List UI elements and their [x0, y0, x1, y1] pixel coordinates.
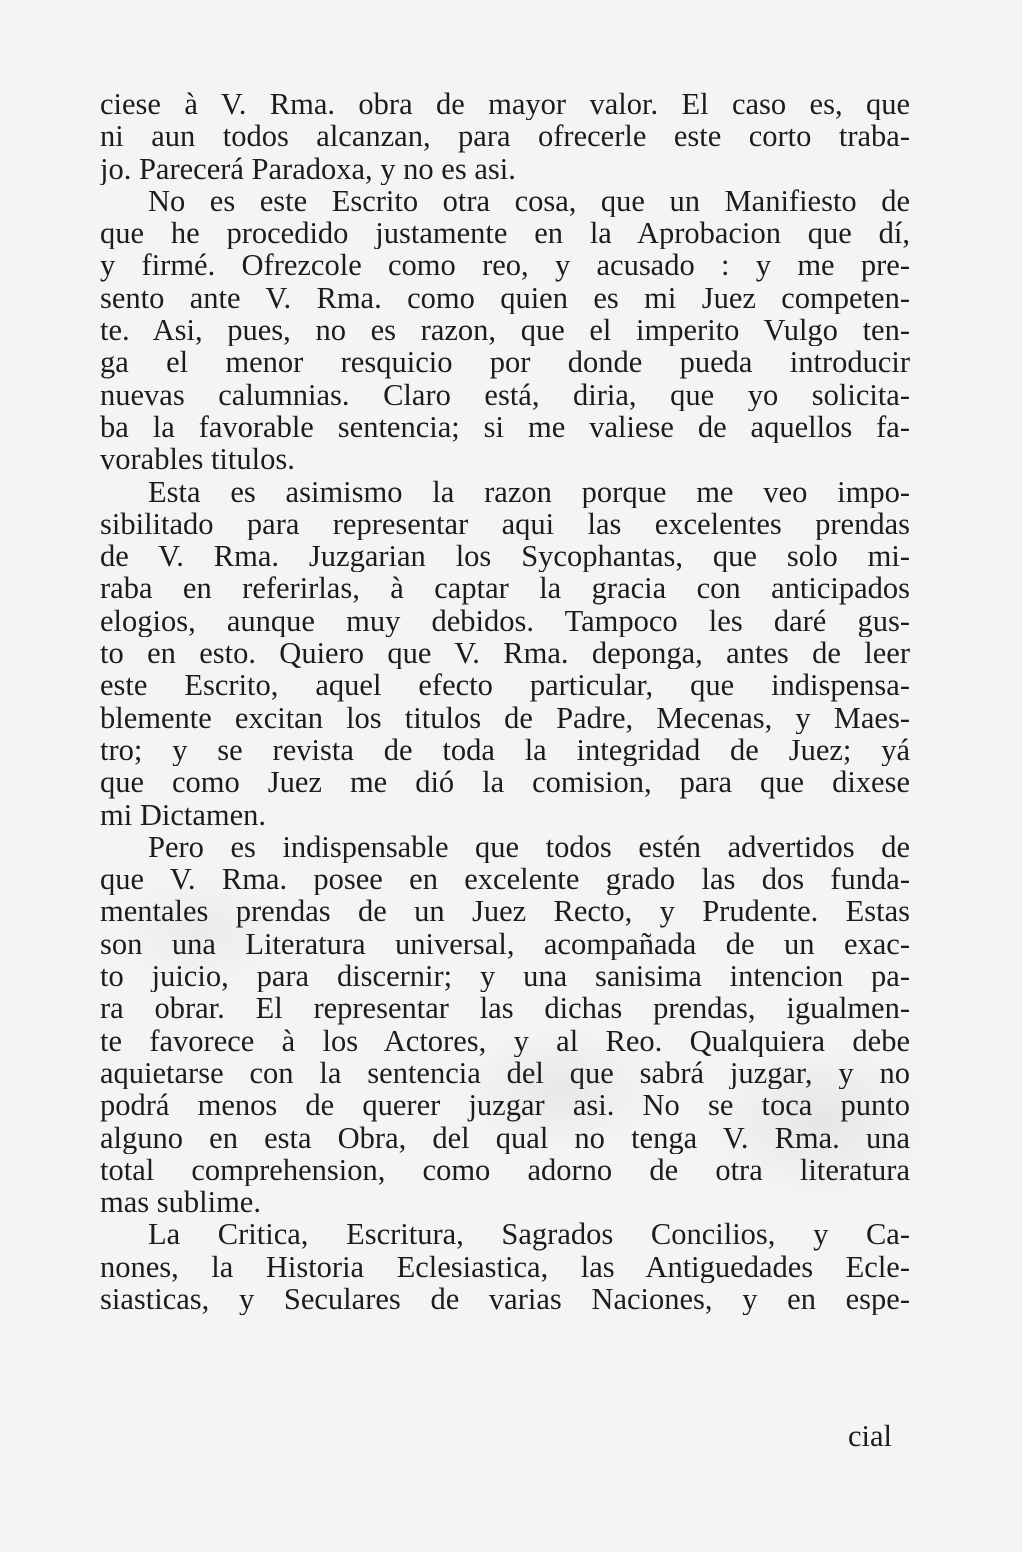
- text-line: to juicio, para discernir; y una sanisima intencion pa-: [100, 960, 910, 993]
- text-line: alguno en esta Obra, del qual no tenga V. Rma. una: [100, 1121, 910, 1154]
- text-line: sibilitado para representar aqui las excelentes prendas: [100, 507, 910, 541]
- text-line: de V. Rma. Juzgarian los Sycophantas, que solo mi-: [100, 540, 910, 573]
- text-line: La Critica, Escritura, Sagrados Concilios, y Ca-: [148, 1218, 910, 1251]
- text-line: mentales prendas de un Juez Recto, y Prudente. Estas: [100, 895, 910, 928]
- text-line: que como Juez me dió la comision, para que dixese: [100, 766, 910, 799]
- text-line: tro; y se revista de toda la integridad de Juez; yá: [100, 733, 910, 767]
- text-line: este Escrito, aquel efecto particular, que indispensa-: [100, 669, 910, 702]
- text-line: Esta es asimismo la razon porque me veo impo-: [148, 475, 910, 508]
- text-line: jo. Parecerá Paradoxa, y no es asi.: [100, 152, 516, 185]
- text-line: siasticas, y Seculares de varias Naciones, y en espe-: [100, 1282, 910, 1316]
- text-line: No es este Escrito otra cosa, que un Manifiesto de: [148, 184, 910, 218]
- text-line: podrá menos de querer juzgar asi. No se toca punto: [100, 1089, 910, 1122]
- text-line: son una Literatura universal, acompañada de un exac-: [100, 927, 910, 961]
- text-line: vorables titulos.: [100, 443, 295, 476]
- text-line: raba en referirlas, à captar la gracia con anticipados: [100, 572, 910, 605]
- text-line: sento ante V. Rma. como quien es mi Juez competen-: [100, 281, 910, 315]
- text-line: ba la favorable sentencia; si me valiese de aquellos fa-: [100, 410, 910, 444]
- text-line: to en esto. Quiero que V. Rma. deponga, antes de leer: [100, 637, 910, 670]
- text-line: blemente excitan los titulos de Padre, Mecenas, y Maes-: [100, 701, 910, 734]
- text-line: nuevas calumnias. Claro está, diria, que yo solicita-: [100, 378, 910, 411]
- text-line: te favorece à los Actores, y al Reo. Qualquiera debe: [100, 1024, 910, 1057]
- text-line: ra obrar. El representar las dichas prendas, igualmen-: [100, 992, 910, 1025]
- paragraph-3: [100, 476, 910, 831]
- text-line: Pero es indispensable que todos estén advertidos de: [148, 830, 910, 864]
- paragraph-5: [100, 1218, 910, 1315]
- text-line: aquietarse con la sentencia del que sabrá juzgar, y no: [100, 1056, 910, 1090]
- text-line: ciese à V. Rma. obra de mayor valor. El caso es, que: [100, 88, 910, 121]
- paragraph-2: [100, 185, 910, 476]
- text-line: mi Dictamen.: [100, 798, 267, 831]
- text-line: mas sublime.: [100, 1186, 261, 1219]
- text-line: y firmé. Ofrezcole como reo, y acusado : y me pre-: [100, 249, 910, 282]
- paragraph-1: [100, 88, 910, 185]
- text-line: que he procedido justamente en la Aprobacion que dí,: [100, 217, 910, 250]
- text-line: ni aun todos alcanzan, para ofrecerle este corto traba-: [100, 120, 910, 153]
- text-line: total comprehension, como adorno de otra literatura: [100, 1153, 910, 1187]
- text-line: te. Asi, pues, no es razon, que el imperito Vulgo ten-: [100, 314, 910, 347]
- body-text: [100, 88, 910, 1315]
- text-line: ga el menor resquicio por donde pueda introducir: [100, 346, 910, 379]
- text-line: nones, la Historia Eclesiastica, las Antiguedades Ecle-: [100, 1250, 910, 1283]
- text-line: que V. Rma. posee en excelente grado las dos funda-: [100, 863, 910, 896]
- catchword: cial: [847, 1419, 892, 1453]
- text-line: elogios, aunque muy debidos. Tampoco les daré gus-: [100, 604, 910, 638]
- paragraph-4: [100, 831, 910, 1219]
